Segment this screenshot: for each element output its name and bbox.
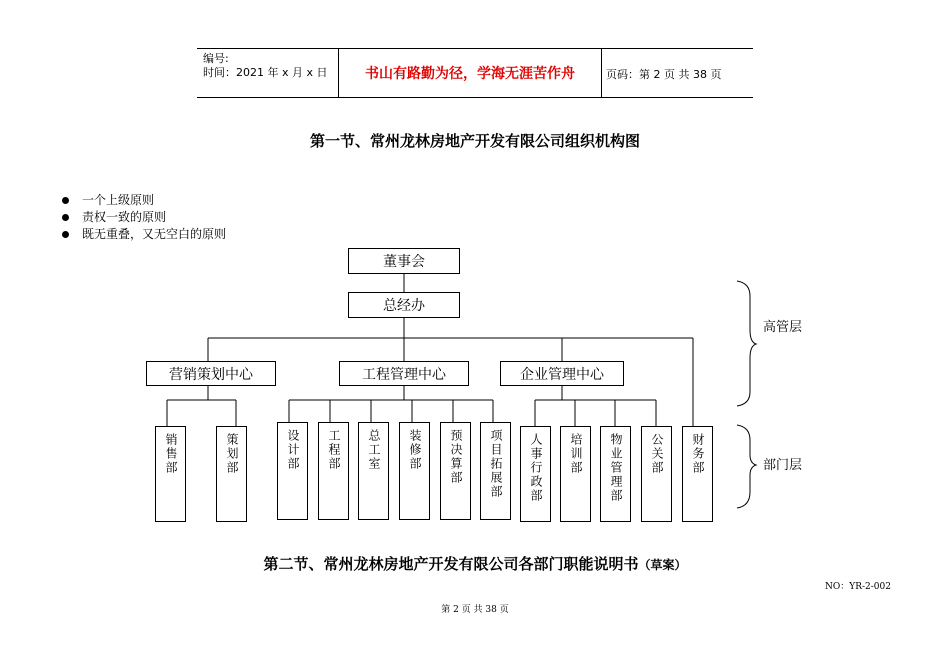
dept-box-engineering: 工程部 xyxy=(318,422,349,520)
number-label: 编号: xyxy=(203,52,229,65)
dept-box-decoration: 装修部 xyxy=(399,422,430,520)
list-item: 一个上级原则 xyxy=(62,192,226,209)
dept-box-public-relations: 公关部 xyxy=(641,426,672,522)
center-marketing-box: 营销策划中心 xyxy=(146,361,276,386)
list-item: 责权一致的原则 xyxy=(62,209,226,226)
center-enterprise-box: 企业管理中心 xyxy=(500,361,624,386)
dept-box-project-expansion: 项目拓展部 xyxy=(480,422,511,520)
footer-page-number: 第 2 页 共 38 页 xyxy=(441,605,509,615)
document-number: NO：YR-2-002 xyxy=(825,582,891,592)
time-label: 时间：2021 年 x 月 x 日 xyxy=(203,66,328,79)
layer-label-executive: 高管层 xyxy=(763,320,803,335)
header-page-info: 页码：第 2 页 共 38 页 xyxy=(606,68,722,81)
dept-box-hr-admin: 人事行政部 xyxy=(520,426,551,522)
center-engineering-box: 工程管理中心 xyxy=(339,361,469,386)
header-slogan: 书山有路勤为径，学海无涯苦作舟 xyxy=(338,49,602,97)
list-item: 既无重叠，又无空白的原则 xyxy=(62,226,226,243)
layer-label-department: 部门层 xyxy=(763,458,803,473)
dept-box-training: 培训部 xyxy=(560,426,591,522)
dept-box-sales: 销售部 xyxy=(155,426,186,522)
brace-icons xyxy=(737,281,756,508)
dept-box-chief-engineer: 总工室 xyxy=(358,422,389,520)
section2-suffix: （草案） xyxy=(638,558,687,572)
dept-box-finance: 财务部 xyxy=(682,426,713,522)
dept-box-planning: 策划部 xyxy=(216,426,247,522)
dept-box-property-mgmt: 物业管理部 xyxy=(600,426,631,522)
dept-box-design: 设计部 xyxy=(277,422,308,520)
board-box: 董事会 xyxy=(348,248,460,274)
gm-office-box: 总经办 xyxy=(348,292,460,318)
dept-box-budget: 预决算部 xyxy=(440,422,471,520)
section1-title: 第一节、常州龙林房地产开发有限公司组织机构图 xyxy=(309,132,640,150)
section2-title: 第二节、常州龙林房地产开发有限公司各部门职能说明书（草案） xyxy=(263,555,687,573)
